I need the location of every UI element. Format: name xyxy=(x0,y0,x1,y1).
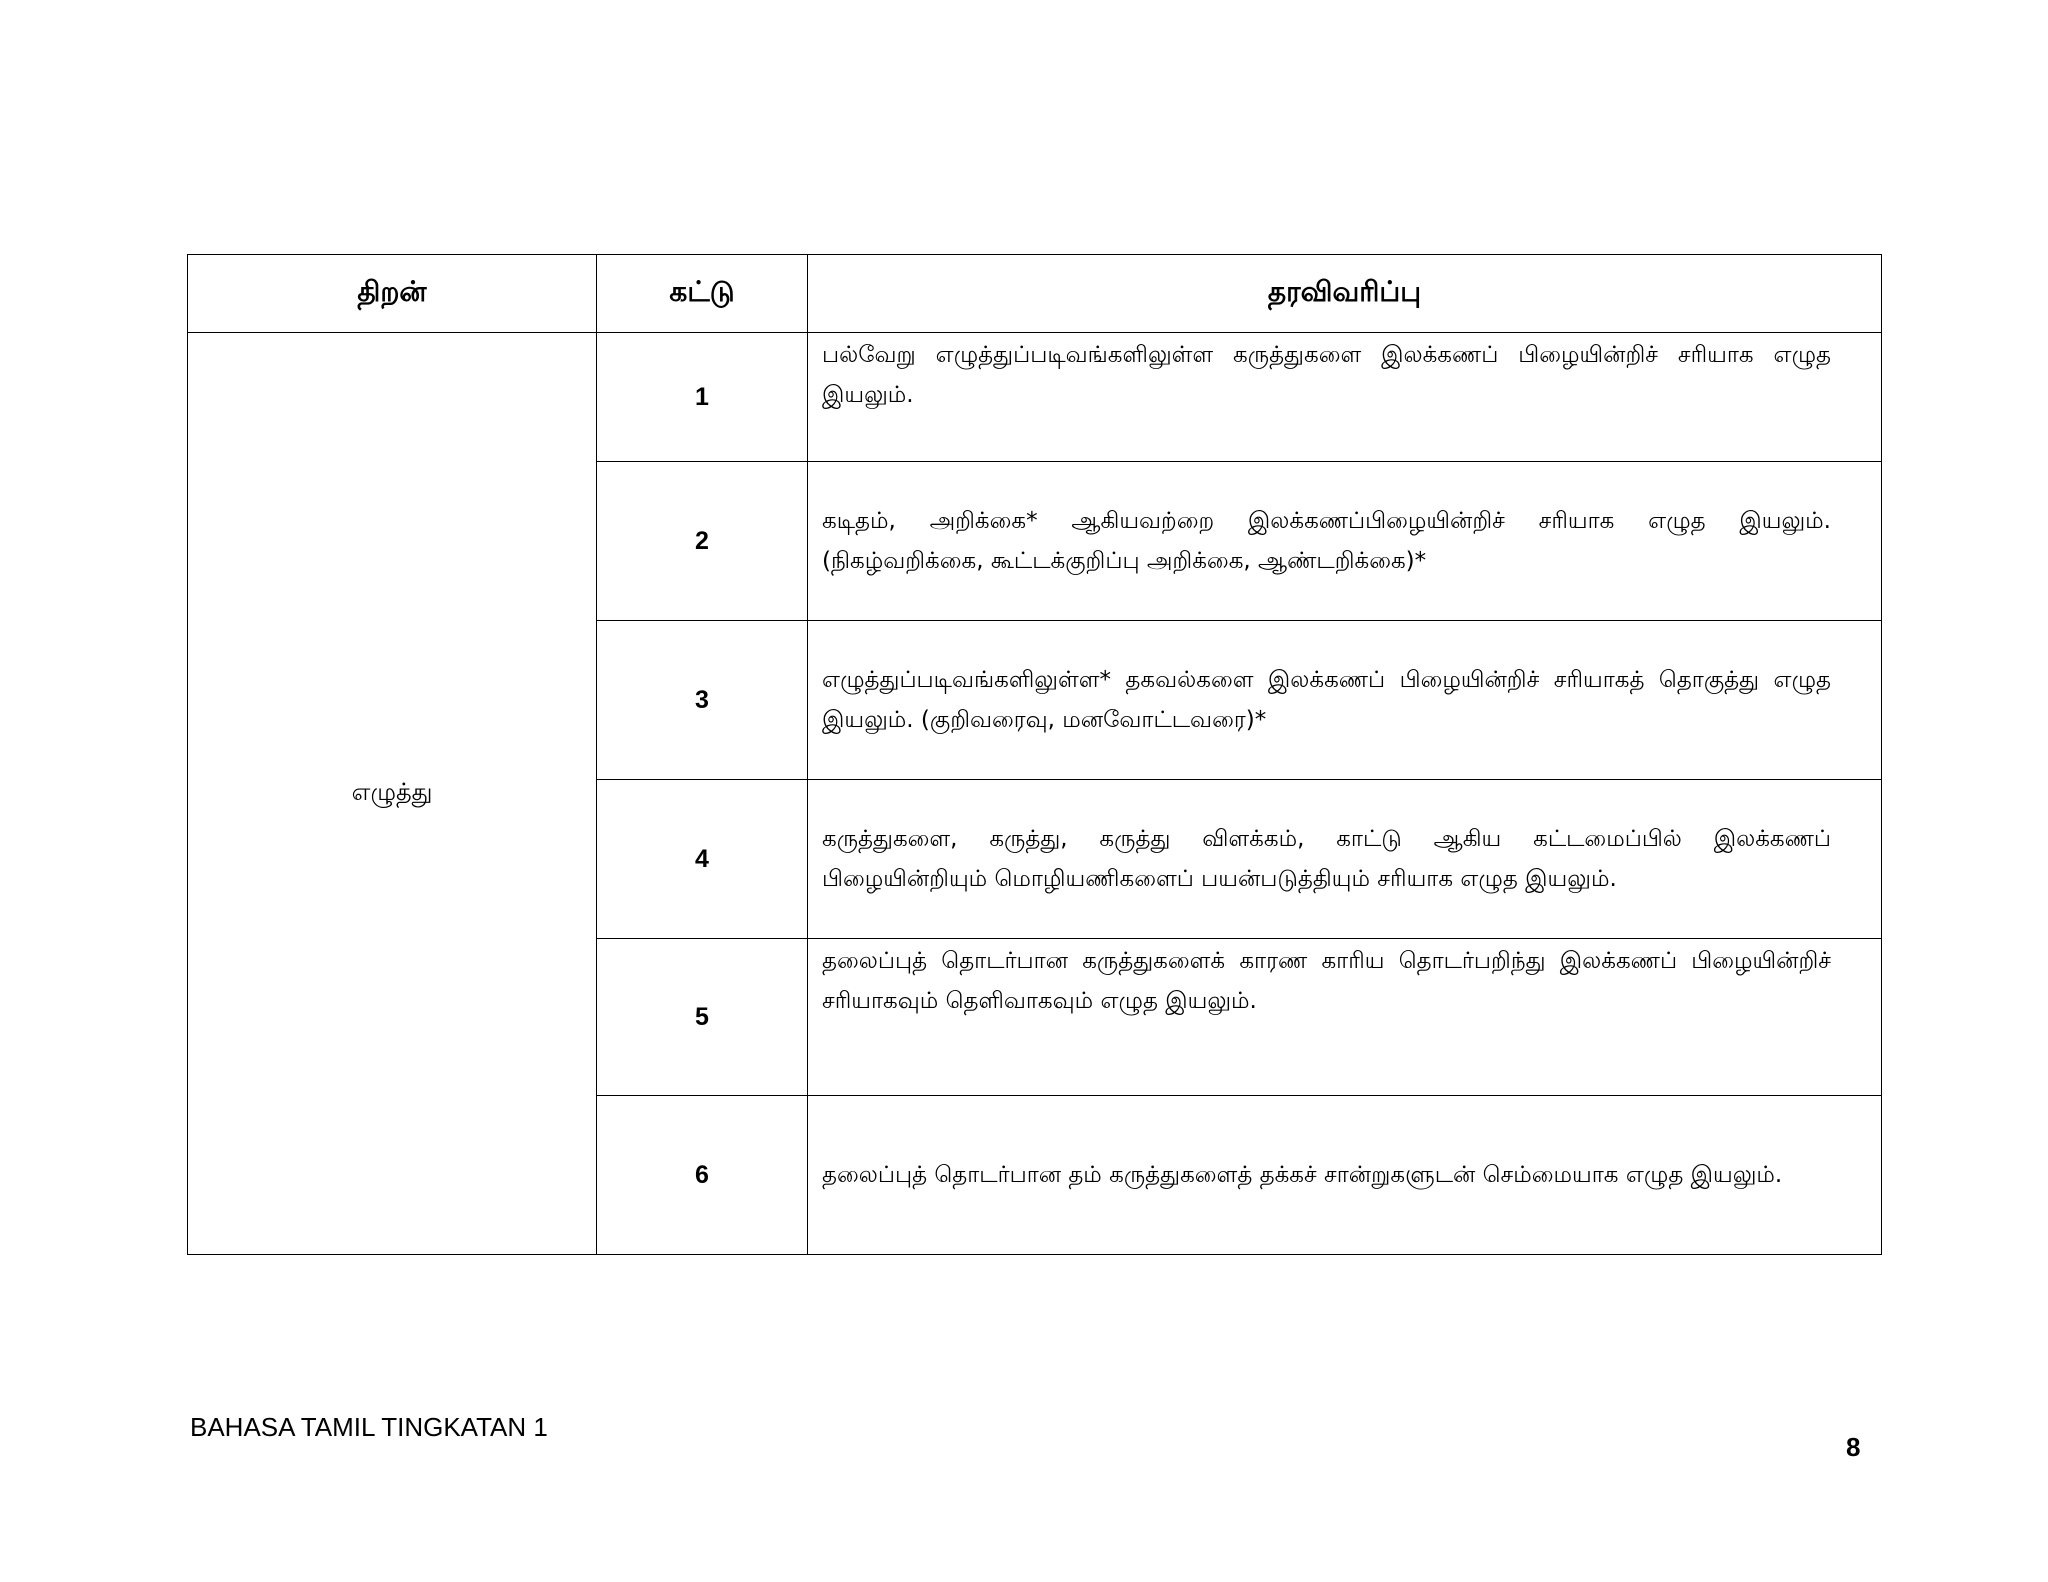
descriptor-cell: எழுத்துப்படிவங்களிலுள்ள* தகவல்களை இலக்கணப் பிழையின்றிச் சரியாகத் தொகுத்து எழுத இயலும். (குறிவரைவு, மனவோட்டவரை)* xyxy=(808,621,1882,780)
descriptor-cell: தலைப்புத் தொடர்பான தம் கருத்துகளைத் தக்கச் சான்றுகளுடன் செம்மையாக எழுத இயலும். xyxy=(808,1096,1882,1255)
descriptor-cell: தலைப்புத் தொடர்பான கருத்துகளைக் காரண காரிய தொடர்பறிந்து இலக்கணப் பிழையின்றிச் சரியாகவும் தெளிவாகவும் எழுத இயலும். xyxy=(808,939,1882,1096)
header-band: கட்டு xyxy=(597,255,808,333)
band-cell: 1 xyxy=(597,333,808,462)
descriptor-cell: பல்வேறு எழுத்துப்படிவங்களிலுள்ள கருத்துகளை இலக்கணப் பிழையின்றிச் சரியாக எழுத இயலும். xyxy=(808,333,1882,462)
skill-cell: எழுத்து xyxy=(188,333,597,1255)
performance-standard-table xyxy=(187,254,1882,1255)
descriptor-cell: கருத்துகளை, கருத்து, கருத்து விளக்கம், காட்டு ஆகிய கட்டமைப்பில் இலக்கணப் பிழையின்றியும் மொழியணிகளைப் பயன்படுத்தியும் சரியாக எழுத இயலும். xyxy=(808,780,1882,939)
band-cell: 3 xyxy=(597,621,808,780)
page-number: 8 xyxy=(1846,1432,1861,1462)
header-descriptor: தரவிவரிப்பு xyxy=(808,255,1882,333)
band-cell: 5 xyxy=(597,939,808,1096)
band-cell: 2 xyxy=(597,462,808,621)
table-header-row xyxy=(188,255,1882,333)
footer-title: BAHASA TAMIL TINGKATAN 1 xyxy=(190,1412,548,1442)
table-row xyxy=(188,333,1882,462)
header-skill: திறன் xyxy=(188,255,597,333)
descriptor-cell: கடிதம், அறிக்கை* ஆகியவற்றை இலக்கணப்பிழையின்றிச் சரியாக எழுத இயலும். (நிகழ்வறிக்கை, கூட்டக்குறிப்பு அறிக்கை, ஆண்டறிக்கை)* xyxy=(808,462,1882,621)
band-cell: 4 xyxy=(597,780,808,939)
band-cell: 6 xyxy=(597,1096,808,1255)
